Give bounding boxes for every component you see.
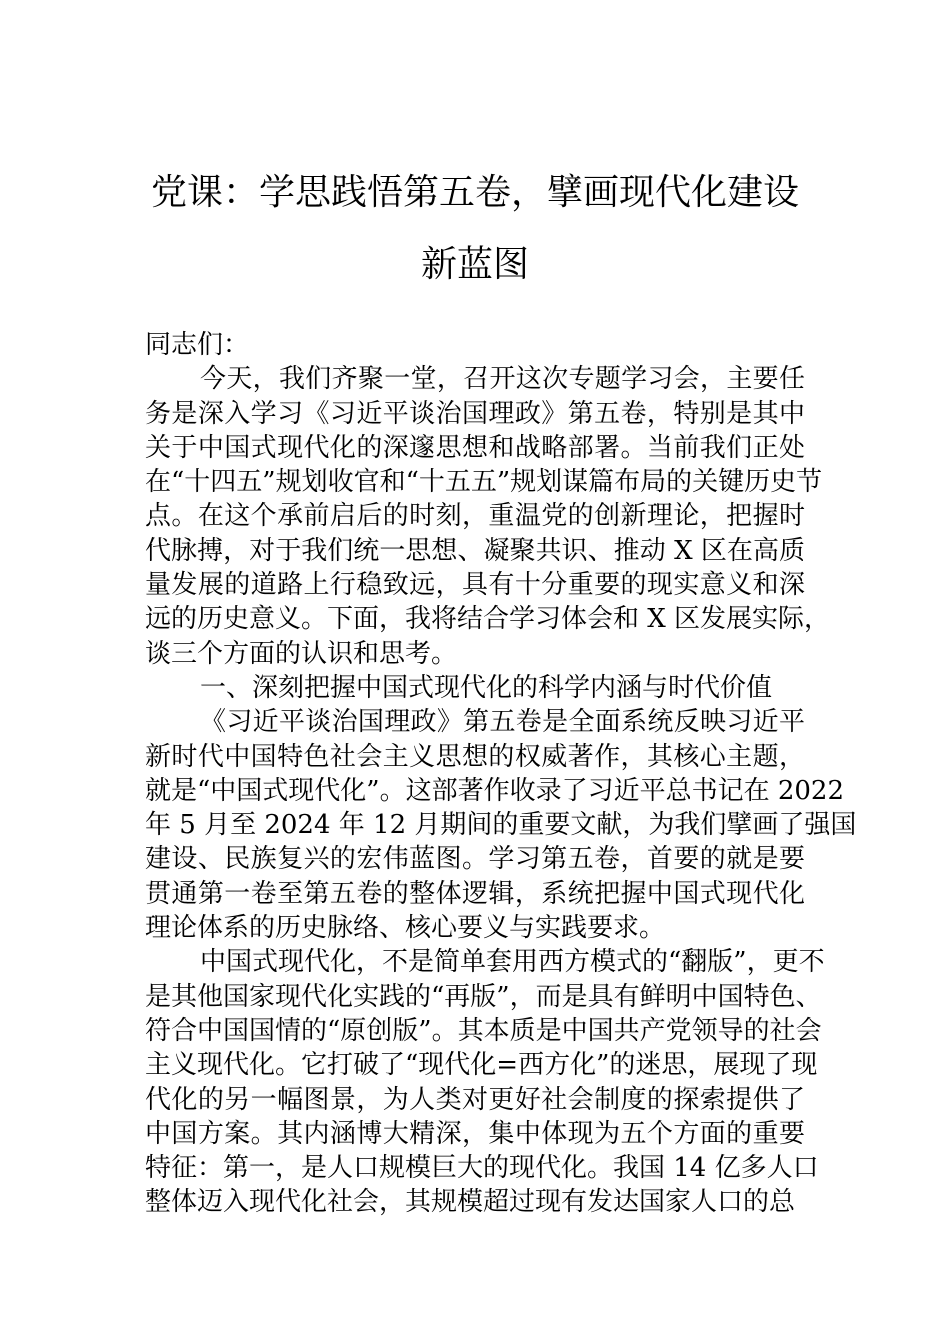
text-line: 代脉搏，对于我们统一思想、凝聚共识、推动 X 区在高质 [145,535,805,566]
text-line: 务是深入学习《习近平谈治国理政》第五卷，特别是其中 [145,398,805,429]
salutation [145,328,845,362]
document-title-line-2: 新蓝图 [420,244,529,285]
text-line: 整体迈入现代化社会，其规模超过现有发达国家人口的总 [145,1187,796,1218]
text-line: 中国方案。其内涵博大精深，集中体现为五个方面的重要 [145,1118,805,1149]
paragraph [145,705,857,945]
text-line: 量发展的道路上行稳致远，具有十分重要的现实意义和深 [145,570,805,601]
text-line: 就是“中国式现代化”。这部著作收录了习近平总书记在 2022 [145,775,845,806]
text-line: 是其他国家现代化实践的“再版”，而是具有鲜明中国特色、 [145,981,822,1012]
text-line: 新时代中国特色社会主义思想的权威著作，其核心主题， [145,741,805,772]
text-line: 在“十四五”规划收官和“十五五”规划谋篇布局的关键历史节 [145,467,823,498]
text-line: 同志们： [145,330,250,360]
text-line: 贯通第一卷至第五卷的整体逻辑，系统把握中国式现代化 [145,878,805,909]
text-line: 代化的另一幅图景，为人类对更好社会制度的探索提供了 [145,1084,805,1115]
section-heading [145,671,845,705]
document-title-line-1: 党课：学思践悟第五卷，擘画现代化建设 [150,172,799,213]
text-line: 一、深刻把握中国式现代化的科学内涵与时代价值 [200,672,773,703]
text-line: 关于中国式现代化的深邃思想和战略部署。当前我们正处 [145,432,805,463]
text-line: 建设、民族复兴的宏伟蓝图。学习第五卷，首要的就是要 [145,844,805,875]
text-line: 年 5 月至 2024 年 12 月期间的重要文献，为我们擘画了强国 [145,810,857,841]
text-line: 理论体系的历史脉络、核心要义与实践要求。 [145,913,666,944]
paragraph [145,945,845,1219]
text-line: 特征：第一，是人口规模巨大的现代化。我国 14 亿多人口 [145,1153,819,1184]
text-line: 远的历史意义。下面，我将结合学习体会和 X 区发展实际， [145,604,831,635]
document-body [145,328,857,1220]
text-line: 《习近平谈治国理政》第五卷是全面系统反映习近平 [200,707,805,738]
text-line: 今天，我们齐聚一堂，召开这次专题学习会，主要任 [200,364,805,395]
text-line: 谈三个方面的认识和思考。 [145,638,458,669]
text-line: 主义现代化。它打破了“现代化=西方化”的迷思，展现了现 [145,1050,818,1081]
paragraph [145,362,845,671]
text-line: 点。在这个承前启后的时刻，重温党的创新理论，把握时 [145,501,805,532]
text-line: 中国式现代化，不是简单套用西方模式的“翻版”，更不 [200,947,825,978]
text-line: 符合中国国情的“原创版”。其本质是中国共产党领导的社会 [145,1015,822,1046]
